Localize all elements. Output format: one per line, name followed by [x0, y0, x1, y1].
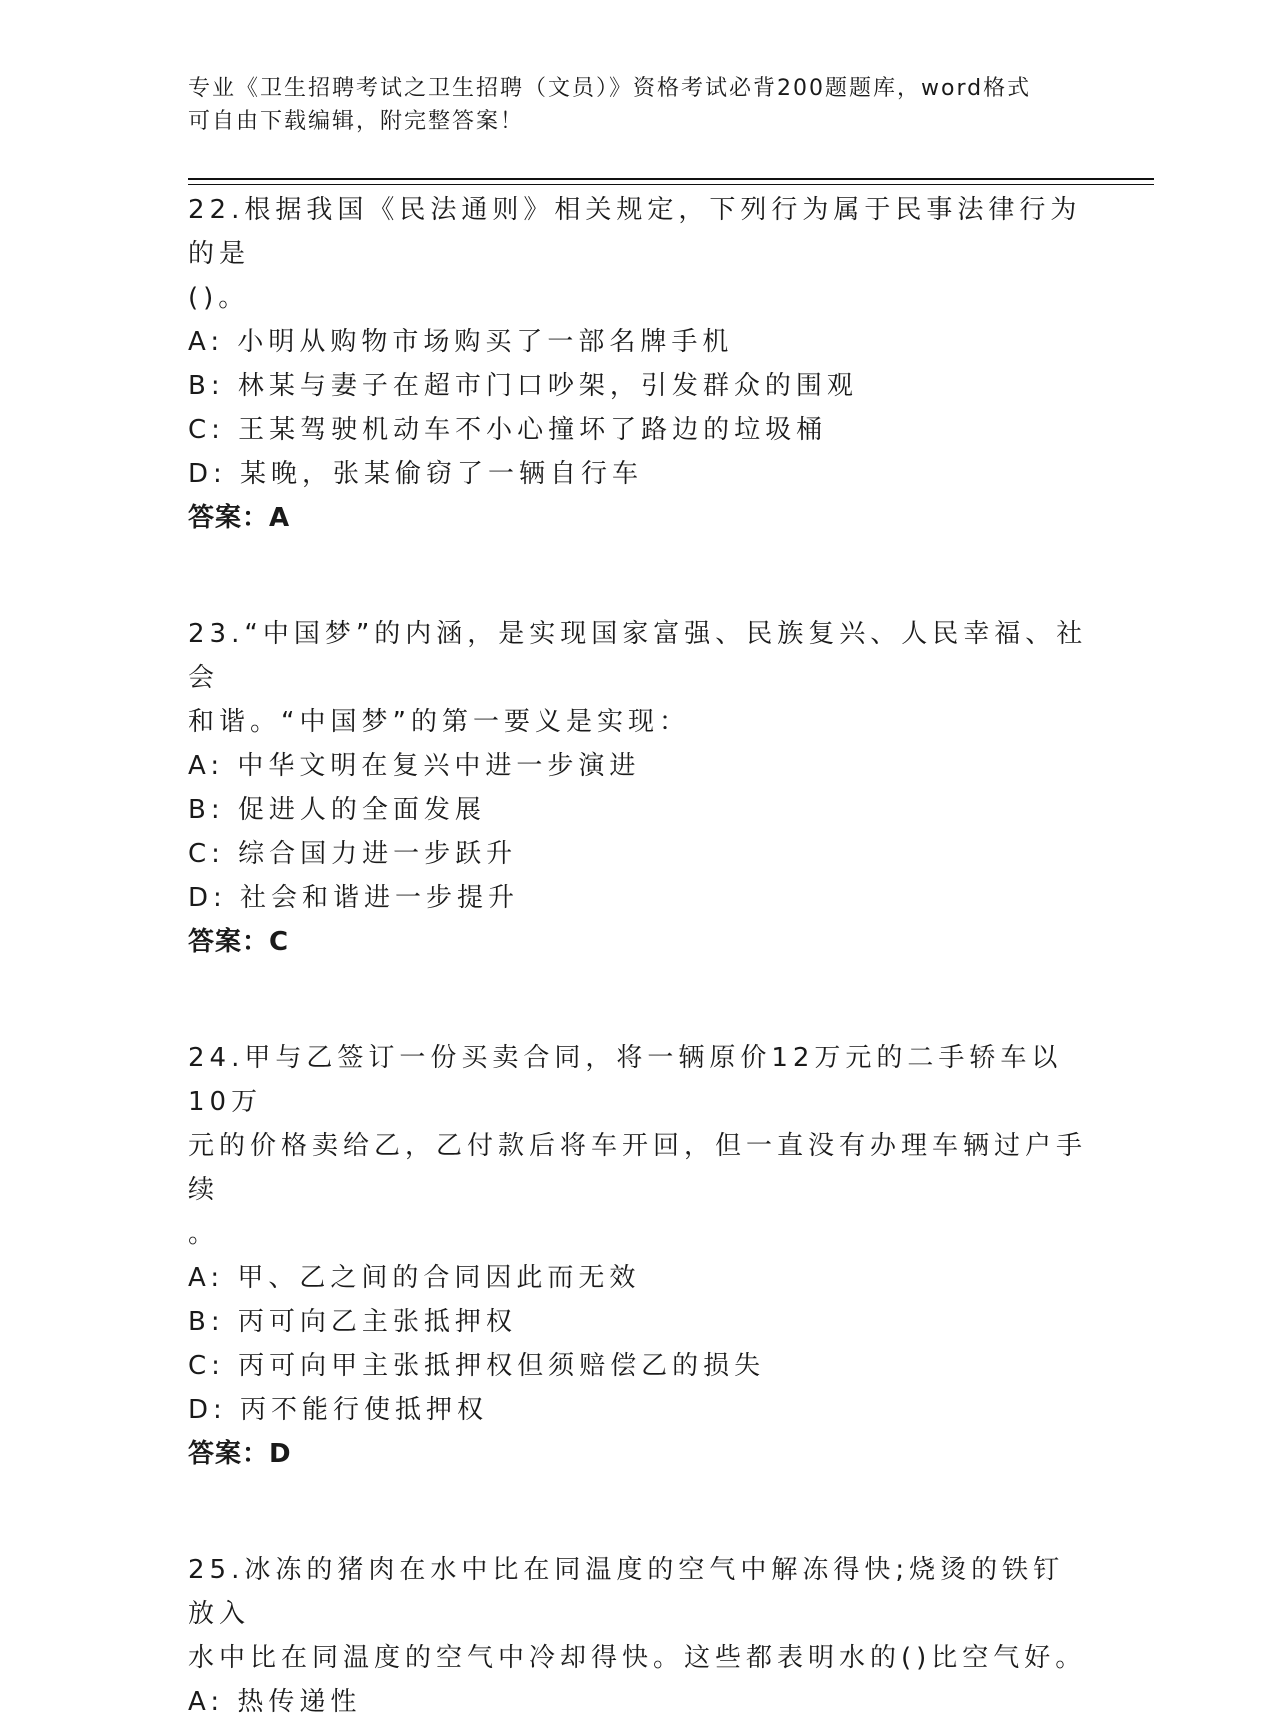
question-23 [188, 612, 1088, 964]
question-22 [188, 188, 1088, 540]
answer-line: 答案：C [188, 927, 290, 957]
option-a: A: 热传递性 [188, 1687, 362, 1717]
option-b: B: 林某与妻子在超市门口吵架，引发群众的围观 [188, 371, 858, 401]
answer-line: 答案：D [188, 1439, 292, 1469]
option-d: D: 社会和谐进一步提升 [188, 883, 520, 913]
option-a: A: 小明从购物市场购买了一部名牌手机 [188, 327, 734, 357]
header-line-1: 专业《卫生招聘考试之卫生招聘（文员）》资格考试必背200题题库，word格式 [188, 76, 1032, 101]
option-a: A: 甲、乙之间的合同因此而无效 [188, 1263, 641, 1293]
option-c: C: 王某驾驶机动车不小心撞坏了路边的垃圾桶 [188, 415, 828, 445]
option-c: C: 丙可向甲主张抵押权但须赔偿乙的损失 [188, 1351, 766, 1381]
question-24 [188, 1036, 1088, 1476]
question-stem-line: 元的价格卖给乙，乙付款后将车开回，但一直没有办理车辆过户手续 [188, 1131, 1088, 1205]
question-stem-line: 23.“中国梦”的内涵，是实现国家富强、民族复兴、人民幸福、社会 [188, 619, 1088, 693]
question-stem-line: 24.甲与乙签订一份买卖合同，将一辆原价12万元的二手轿车以10万 [188, 1043, 1063, 1117]
option-c: C: 综合国力进一步跃升 [188, 839, 518, 869]
option-b: B: 丙可向乙主张抵押权 [188, 1307, 517, 1337]
option-b: B: 促进人的全面发展 [188, 795, 486, 825]
header-rule-thick [188, 178, 1154, 180]
question-stem-line: 和谐。“中国梦”的第一要义是实现： [188, 707, 690, 737]
question-25 [188, 1548, 1088, 1724]
document-header [188, 72, 1068, 138]
question-stem-line: 水中比在同温度的空气中冷却得快。这些都表明水的()比空气好。 [188, 1643, 1087, 1673]
question-list [188, 188, 1088, 1724]
option-d: D: 丙不能行使抵押权 [188, 1395, 489, 1425]
header-rule-thin [188, 184, 1154, 185]
question-stem-line: ()。 [188, 283, 250, 313]
question-stem-line: 25.冰冻的猪肉在水中比在同温度的空气中解冻得快;烧烫的铁钉放入 [188, 1555, 1065, 1629]
question-stem-line: 22.根据我国《民法通则》相关规定，下列行为属于民事法律行为的是 [188, 195, 1082, 269]
answer-line: 答案：A [188, 503, 291, 533]
header-line-2: 可自由下载编辑，附完整答案！ [188, 109, 525, 134]
option-d: D: 某晚，张某偷窃了一辆自行车 [188, 459, 644, 489]
question-stem-line: 。 [188, 1219, 220, 1249]
option-a: A: 中华文明在复兴中进一步演进 [188, 751, 641, 781]
